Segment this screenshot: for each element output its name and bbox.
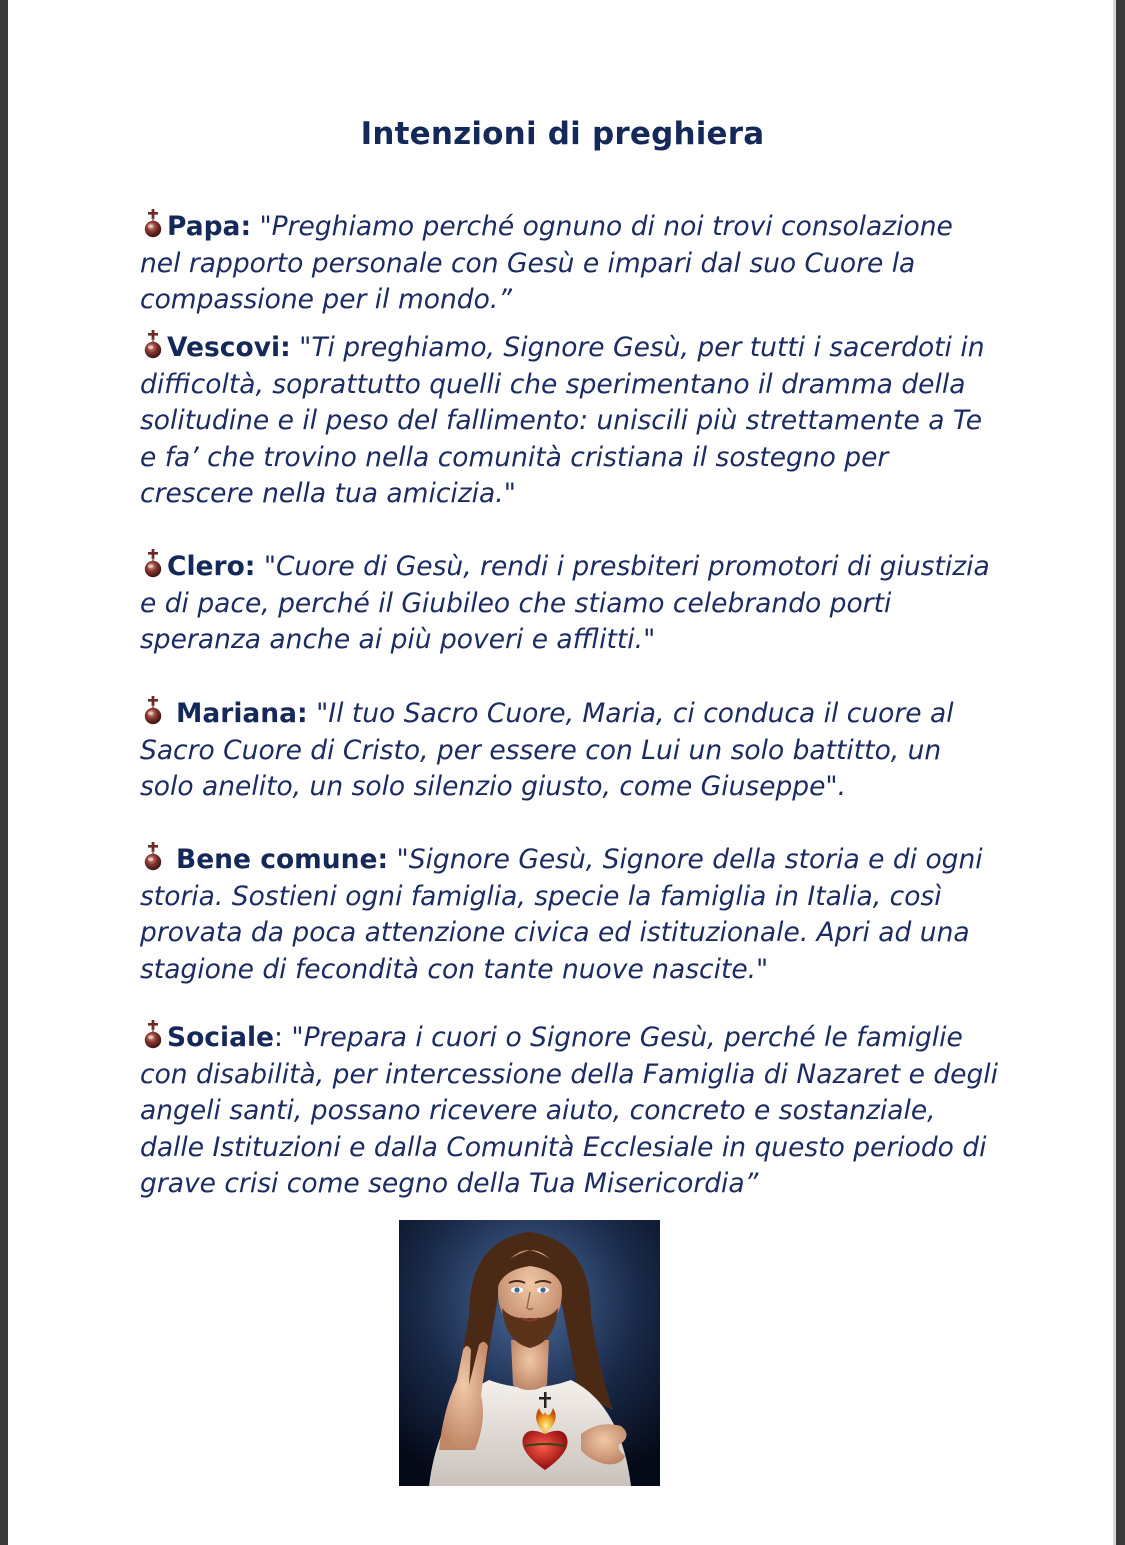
sacred-heart-of-jesus-image <box>399 1220 660 1486</box>
intention-papa <box>140 208 1000 319</box>
intention-prayer: "Preghiamo perché ognuno di noi trovi consolazione nel rapporto personale con Gesù e impari dal suo Cuore la compassione per il mondo.” <box>140 211 953 315</box>
intention-prayer: "Il tuo Sacro Cuore, Maria, ci conduca il cuore al Sacro Cuore di Cristo, per essere con Lui un solo battitto, un solo anelito, un solo silenzio giusto, come Giuseppe". <box>140 698 954 802</box>
intention-sociale <box>140 1019 1000 1203</box>
rosary-cross-icon <box>140 208 166 238</box>
intention-prayer: "Cuore di Gesù, rendi i presbiteri promotori di giustizia e di pace, perché il Giubileo che stiamo celebrando porti speranza anche ai più poveri e afflitti." <box>140 551 990 655</box>
intention-label: Mariana: <box>176 698 308 729</box>
intention-label: Sociale <box>167 1022 275 1053</box>
viewer-right-border <box>1116 0 1125 1545</box>
rosary-cross-icon <box>140 329 166 359</box>
viewer-left-border <box>0 0 8 1545</box>
rosary-cross-icon <box>140 841 166 871</box>
intention-mariana <box>140 695 1000 806</box>
intention-label: Vescovi: <box>167 332 291 363</box>
page-title: Intenzioni di preghiera <box>360 116 765 152</box>
intention-clero <box>140 548 1000 659</box>
rosary-cross-icon <box>140 1019 166 1049</box>
intention-vescovi <box>140 329 1000 513</box>
intention-prayer: "Prepara i cuori o Signore Gesù, perché le famiglie con disabilità, per intercessione della Famiglia di Nazaret e degli angeli santi, possano ricevere aiuto, concreto e sostanziale, dalle Istituzioni e dalla Comunità Ecclesiale in questo periodo di grave crisi come segno della Tua Misericordia” <box>140 1022 999 1199</box>
intention-label: Bene comune: <box>176 844 389 875</box>
page-edge <box>1113 0 1116 1545</box>
intention-bene-comune <box>140 841 1000 988</box>
intention-prayer: "Signore Gesù, Signore della storia e di ogni storia. Sostieni ogni famiglia, specie la famiglia in Italia, così provata da poca attenzione civica ed istituzionale. Apri ad una stagione di fecondità con tante nuove nascite." <box>140 844 983 985</box>
intention-separator: : <box>274 1022 283 1053</box>
rosary-cross-icon <box>140 548 166 578</box>
intention-label: Clero: <box>167 551 256 582</box>
intention-label: Papa: <box>167 211 252 242</box>
intention-prayer: "Ti preghiamo, Signore Gesù, per tutti i sacerdoti in difficoltà, soprattutto quelli che sperimentano il dramma della solitudine e il peso del fallimento: uniscili più strettamente a Te e fa’ che trovino nella comunità cristiana il sostegno per crescere nella tua amicizia." <box>140 332 985 509</box>
rosary-cross-icon <box>140 695 166 725</box>
